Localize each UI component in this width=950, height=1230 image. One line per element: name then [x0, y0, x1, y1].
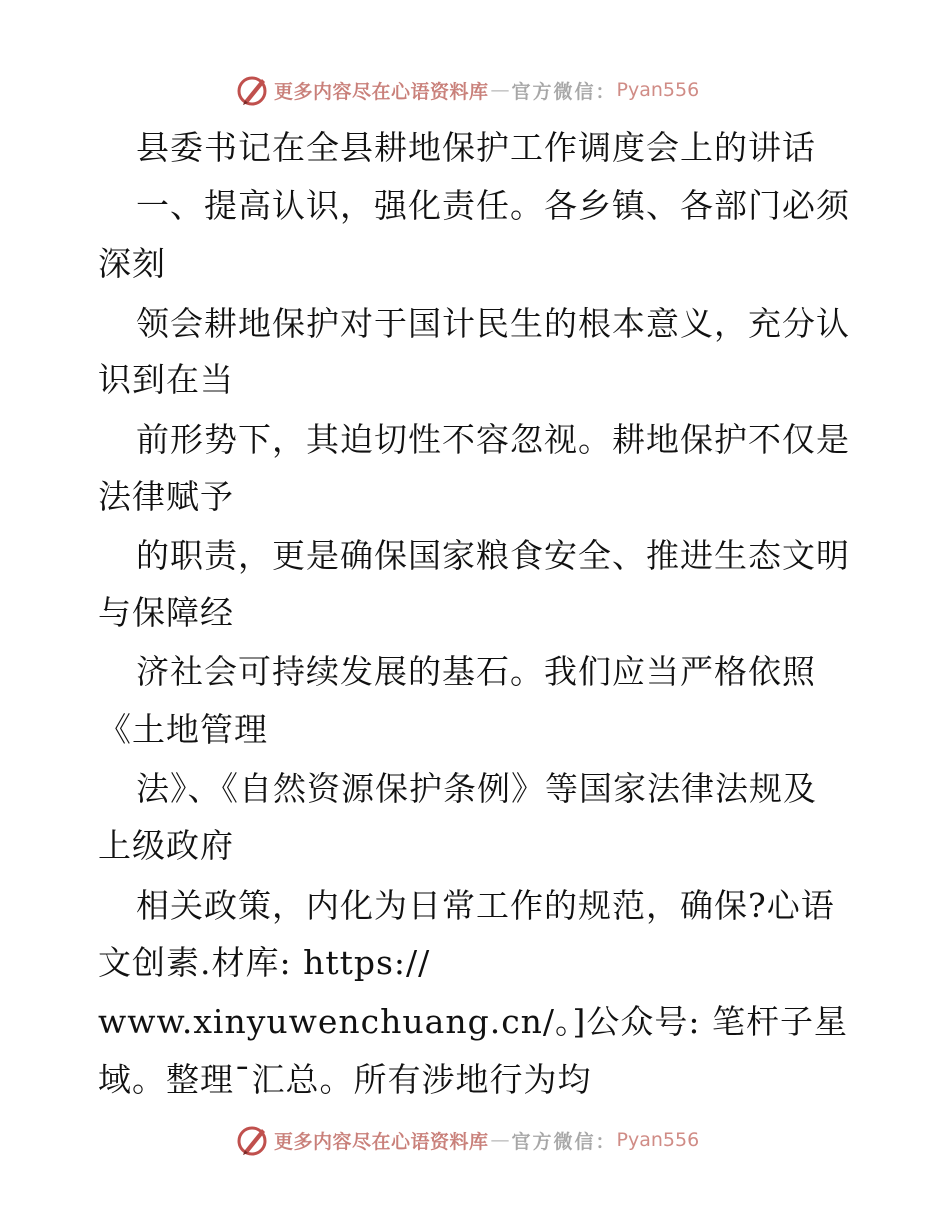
paragraph-line: 域。整理¯汇总。所有涉地行为均 [98, 1060, 592, 1099]
paragraph-line: 的职责，更是确保国家粮食安全、推进生态文明 [136, 536, 850, 575]
footer-banner [236, 1122, 699, 1158]
paragraph-line: 文创素.材库: https:// [98, 943, 431, 982]
header-dash: — [490, 79, 510, 101]
paragraph-line: 一、提高认识，强化责任。各乡镇、各部门必须 [136, 186, 850, 225]
header-banner [236, 72, 699, 108]
paragraph-line: 济社会可持续发展的基石。我们应当严格依照 [136, 652, 816, 691]
paragraph-line: 与保障经 [98, 593, 234, 632]
pen-logo-icon [236, 1123, 270, 1157]
footer-promo-text: 更多内容尽在心语资料库 [274, 1130, 489, 1153]
header-wechat-id: Pyan556 [616, 79, 700, 101]
paragraph-line: 前形势下，其迫切性不容忽视。耕地保护不仅是 [136, 420, 850, 459]
footer-wechat-label: 官方微信： [511, 1130, 617, 1153]
paragraph-line: 法律赋予 [98, 477, 234, 516]
footer-dash: — [490, 1129, 510, 1151]
document-title: 县委书记在全县耕地保护工作调度会上的讲话 [136, 128, 816, 167]
header-promo-text: 更多内容尽在心语资料库 [274, 80, 489, 103]
paragraph-line: 领会耕地保护对于国计民生的根本意义，充分认 [136, 304, 850, 343]
paragraph-line: 相关政策，内化为日常工作的规范，确保?心语 [136, 886, 835, 925]
header-wechat-label: 官方微信： [511, 80, 617, 103]
paragraph-line: 识到在当 [98, 360, 234, 399]
footer-wechat-id: Pyan556 [616, 1129, 700, 1151]
paragraph-line: 法》、《自然资源保护条例》等国家法律法规及 [136, 769, 817, 808]
paragraph-line: 《土地管理 [98, 710, 268, 749]
paragraph-line: 深刻 [98, 244, 166, 283]
paragraph-line: 上级政府 [98, 826, 234, 865]
paragraph-line: www.xinyuwenchuang.cn/。]公众号: 笔杆子星 [98, 1002, 849, 1041]
pen-logo-icon [236, 73, 270, 107]
